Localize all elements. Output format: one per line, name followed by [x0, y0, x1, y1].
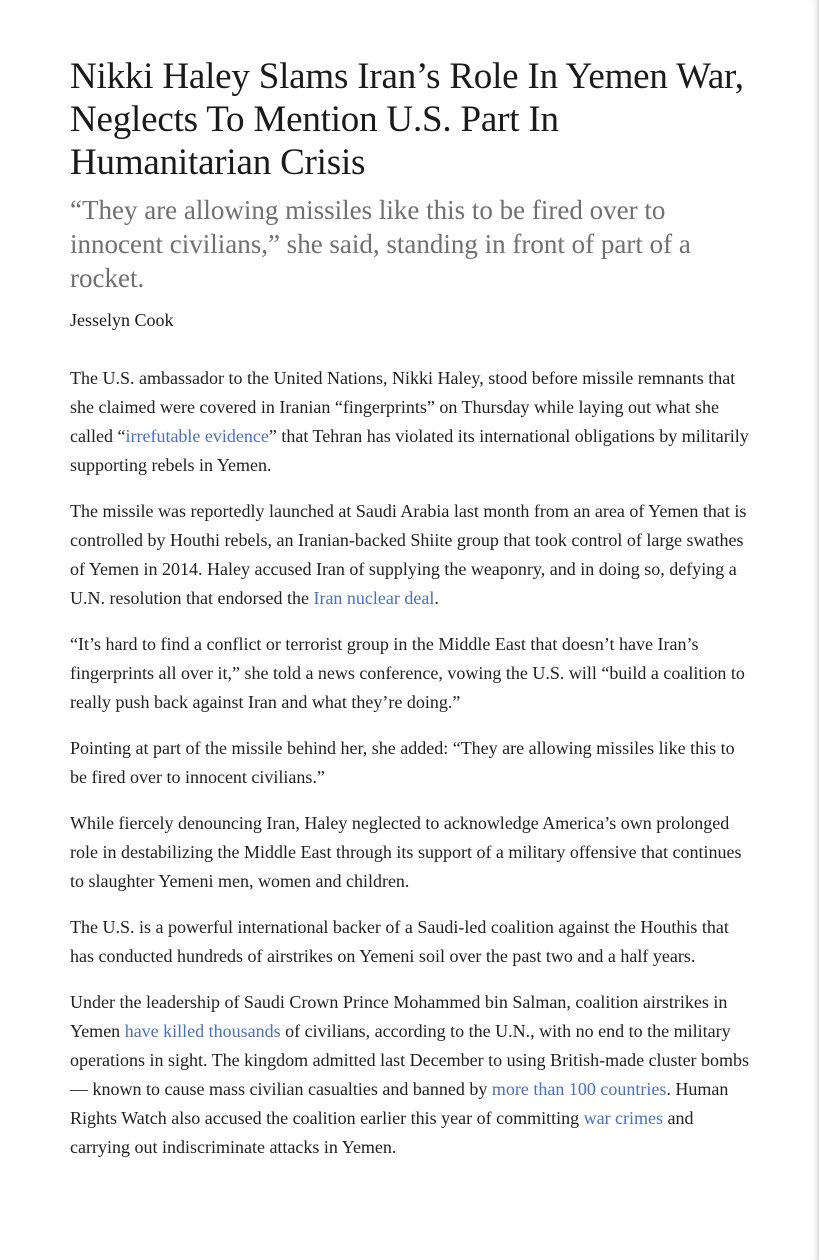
paragraph-text: and carrying out indiscriminate attacks in Yemen. — [70, 1108, 694, 1157]
paragraph-text: Under the leadership of Saudi Crown Prince Mohammed bin Salman, coalition airstrikes in Yemen — [70, 992, 728, 1041]
paragraph-3 — [70, 630, 750, 717]
paragraph-7 — [70, 988, 750, 1162]
paragraph-text: While fiercely denouncing Iran, Haley neglected to acknowledge America’s own prolonged role in destabilizing the Middle East through its support of a military offensive that continues to slaughter Yemeni men, women and children. — [70, 813, 742, 891]
paragraph-2 — [70, 497, 750, 613]
paragraph-6 — [70, 913, 750, 971]
paragraph-text: ” that Tehran has violated its international obligations by militarily supporting rebels in Yemen. — [70, 426, 749, 475]
paragraph-text: The U.S. ambassador to the United Nations, Nikki Haley, stood before missile remnants that she claimed were covered in Iranian “fingerprints” on Thursday while laying out what she called “ — [70, 368, 736, 446]
paragraph-text: The U.S. is a powerful international backer of a Saudi-led coalition against the Houthis that has conducted hundreds of airstrikes on Yemeni soil over the past two and a half years. — [70, 917, 729, 966]
more-than-100-countries-link[interactable]: more than 100 countries — [491, 1079, 667, 1099]
paragraph-4 — [70, 734, 750, 792]
iran-nuclear-deal-link[interactable]: Iran nuclear deal — [313, 588, 435, 608]
article-subheadline: “They are allowing missiles like this to be fired over to innocent civilians,” she said, standing in front of part of a rocket. — [70, 195, 691, 293]
article-body — [70, 364, 750, 1162]
paragraph-1 — [70, 364, 750, 480]
paragraph-text: The missile was reportedly launched at Saudi Arabia last month from an area of Yemen that is controlled by Houthi rebels, an Iranian-backed Shiite group that took control of large swathes of Yemen in 2014. Haley accused Iran of supplying the weaponry, and in doing so, defying a U.N. resolution that endorsed the — [70, 501, 747, 608]
war-crimes-link[interactable]: war crimes — [583, 1108, 664, 1128]
paragraph-text: . Human Rights Watch also accused the coalition earlier this year of committing — [70, 1079, 729, 1128]
paragraph-5 — [70, 809, 750, 896]
author-byline: Jesselyn Cook — [70, 310, 174, 330]
paragraph-text: Pointing at part of the missile behind her, she added: “They are allowing missiles like this to be fired over to innocent civilians.” — [70, 738, 735, 787]
have-killed-thousands-link[interactable]: have killed thousands — [124, 1021, 281, 1041]
irrefutable-evidence-link[interactable]: irrefutable evidence — [125, 426, 269, 446]
paragraph-text: of civilians, according to the U.N., with no end to the military operations in sight. The kingdom admitted last December to using British-made cluster bombs — known to cause mass civilian casualties and banned by — [70, 1021, 750, 1099]
paragraph-text: . — [434, 588, 439, 608]
article-headline: Nikki Haley Slams Iran’s Role In Yemen War, Neglects To Mention U.S. Part In Humanitarian Crisis — [70, 56, 744, 183]
article — [70, 55, 750, 1179]
paragraph-text: “It’s hard to find a conflict or terrorist group in the Middle East that doesn’t have Iran’s fingerprints all over it,” she told a news conference, vowing the U.S. will “build a coalition to really push back against Iran and what they’re doing.” — [70, 634, 745, 712]
